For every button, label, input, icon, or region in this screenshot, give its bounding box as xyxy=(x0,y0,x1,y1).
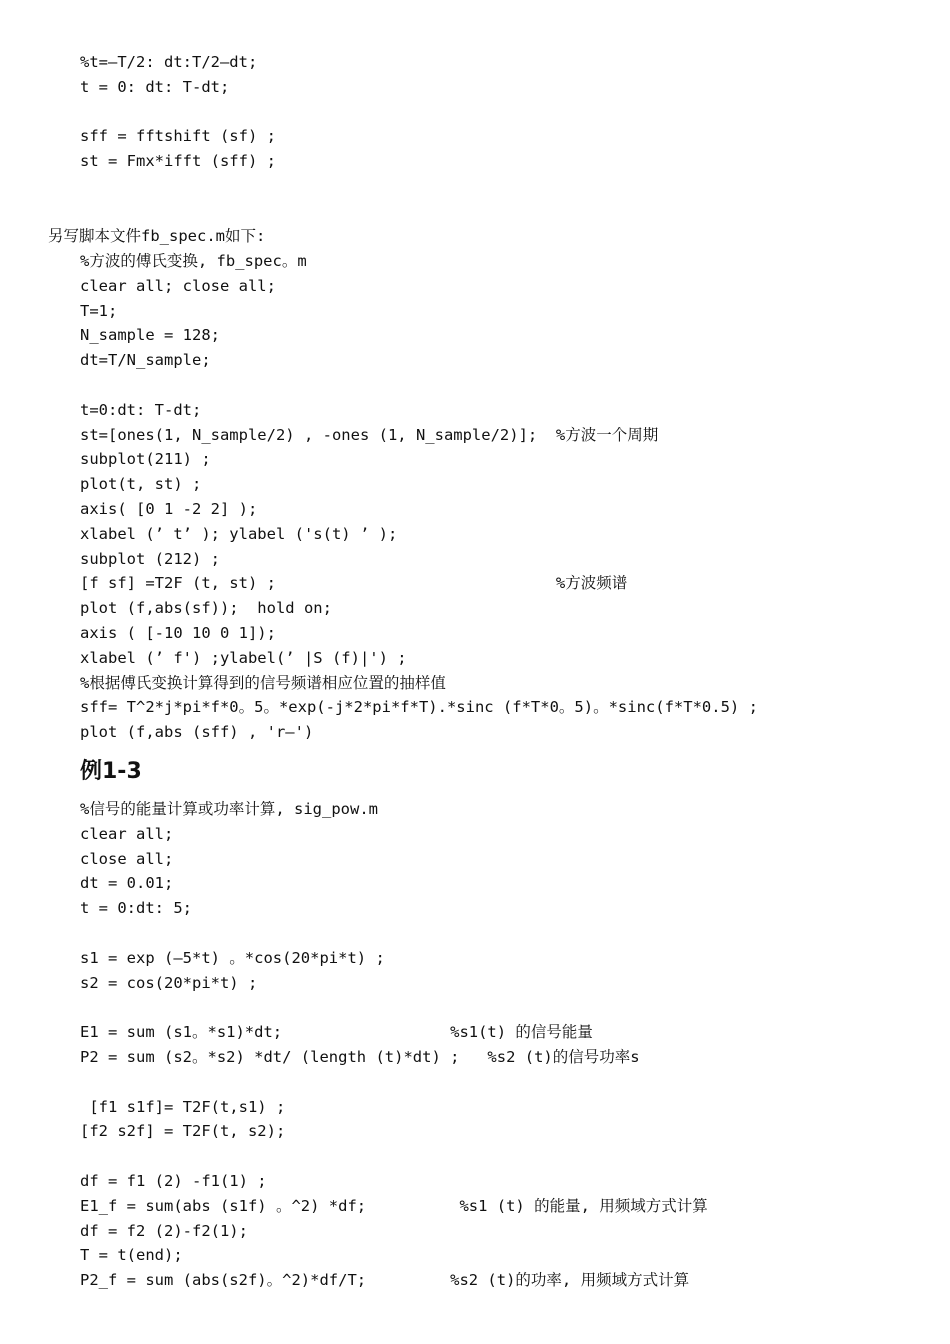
code-line: %信号的能量计算或功率计算, sig_pow.m xyxy=(80,800,378,818)
code-line: P2 = sum (s2。*s2) *dt/ (length (t)*dt) ; %s2 (t)的信号功率s xyxy=(80,1047,640,1066)
code-line: clear all; xyxy=(80,824,174,843)
code-line: axis ( [-10 10 0 1]); xyxy=(80,623,276,642)
code-line: [f1 s1f]= T2F(t,s1) ; xyxy=(80,1097,286,1116)
code-line: dt = 0.01; xyxy=(80,874,174,893)
code-line: plot (f,abs (sff) , 'r—') xyxy=(80,723,314,742)
code-line: st = Fmx*ifft (sff) ; xyxy=(80,152,276,171)
code-line: %方波的傅氏变换, fb_spec。m xyxy=(80,252,307,270)
code-line: subplot(211) ; xyxy=(80,450,211,469)
code-line: %t=—T/2: dt:T/2—dt; xyxy=(80,53,258,71)
code-line: E1 = sum (s1。*s1)*dt; %s1(t) 的信号能量 xyxy=(80,1023,593,1042)
code-line: close all; xyxy=(80,849,174,868)
code-line: df = f1 (2) -f1(1) ; xyxy=(80,1171,267,1190)
code-line: sff= T^2*j*pi*f*0。5。*exp(-j*2*pi*f*T).*sinc (f*T*0。5)。*sinc(f*T*0.5) ; xyxy=(80,698,758,717)
code-line: t = 0:dt: 5; xyxy=(80,899,192,918)
code-line: xlabel (’ t’ ); ylabel ('s(t) ’ ); xyxy=(80,524,398,543)
code-line xyxy=(0,100,950,125)
code-line: axis( [0 1 -2 2] ); xyxy=(80,499,258,518)
code-line: T = t(end); xyxy=(80,1246,183,1265)
code-line xyxy=(0,1144,950,1169)
code-line: clear all; close all; xyxy=(80,276,276,295)
code-line: plot(t, st) ; xyxy=(80,475,202,494)
code-line: t = 0: dt: T-dt; xyxy=(80,77,230,96)
code-line xyxy=(0,373,950,398)
code-line: %根据傅氏变换计算得到的信号频谱相应位置的抽样值 xyxy=(80,673,446,692)
code-line xyxy=(0,1070,950,1095)
code-line: [f2 s2f] = T2F(t, s2); xyxy=(80,1122,286,1141)
code-line: plot (f,abs(sf)); hold on; xyxy=(80,599,332,618)
code-block-b xyxy=(0,249,950,745)
code-line: [f sf] =T2F (t, st) ; %方波频谱 xyxy=(80,574,628,593)
code-line: t=0:dt: T-dt; xyxy=(80,400,202,419)
code-line: sff = fftshift (sf) ; xyxy=(80,127,276,146)
intro-text: 另写脚本文件fb_spec.m如下: xyxy=(48,227,266,245)
code-line: s1 = exp (—5*t) 。*cos(20*pi*t) ; xyxy=(80,948,385,967)
code-line: P2_f = sum (abs(s2f)。^2)*df/T; %s2 (t)的功率, 用频域方式计算 xyxy=(80,1271,690,1290)
code-line: df = f2 (2)-f2(1); xyxy=(80,1221,248,1240)
code-line xyxy=(0,995,950,1020)
code-line: xlabel (’ f') ;ylabel(’ |S (f)|') ; xyxy=(80,648,407,667)
code-line: dt=T/N_sample; xyxy=(80,351,211,370)
code-line: st=[ones(1, N_sample/2) , -ones (1, N_sample/2)]; %方波一个周期 xyxy=(80,425,659,444)
section-heading: 例1-3 xyxy=(80,759,142,784)
code-line: N_sample = 128; xyxy=(80,326,220,345)
code-line: E1_f = sum(abs (s1f) 。^2) *df; %s1 (t) 的能量, 用频域方式计算 xyxy=(80,1196,708,1215)
code-line xyxy=(0,921,950,946)
intro-paragraph xyxy=(0,224,950,249)
code-block-a xyxy=(0,50,950,174)
code-block-c xyxy=(0,797,950,1293)
code-line: T=1; xyxy=(80,301,118,320)
code-line: s2 = cos(20*pi*t) ; xyxy=(80,973,258,992)
code-line: subplot (212) ; xyxy=(80,549,220,568)
